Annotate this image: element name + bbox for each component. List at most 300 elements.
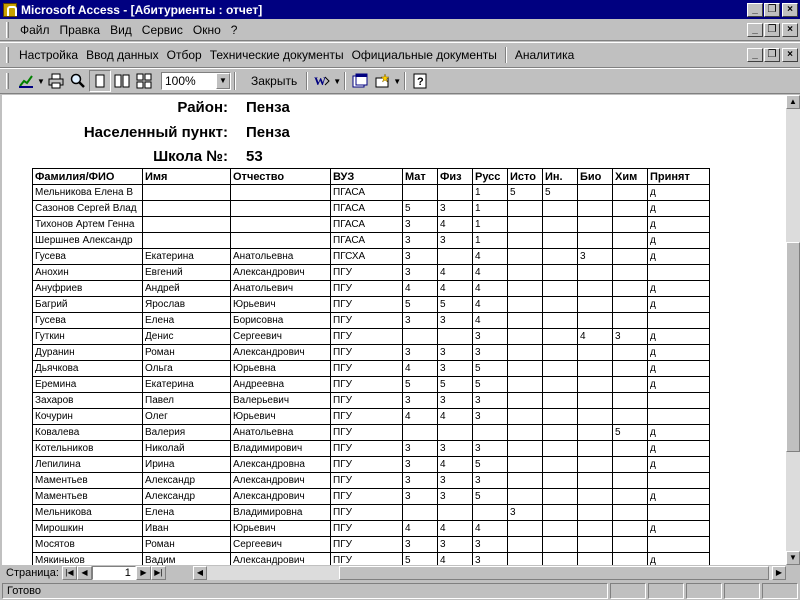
table-cell bbox=[543, 281, 578, 297]
table-cell: ПГУ bbox=[331, 473, 403, 489]
table-row bbox=[33, 457, 710, 473]
last-page-icon[interactable]: ▶| bbox=[151, 566, 166, 580]
table-cell: 3 bbox=[473, 409, 508, 425]
table-cell: 4 bbox=[438, 521, 473, 537]
table-cell bbox=[508, 473, 543, 489]
table-cell: д bbox=[648, 233, 710, 249]
first-page-icon[interactable]: |◀ bbox=[62, 566, 77, 580]
table-cell: 3 bbox=[473, 393, 508, 409]
table-cell: Мякиньков bbox=[33, 553, 143, 566]
table-cell bbox=[613, 249, 648, 265]
status-cell bbox=[686, 583, 722, 599]
table-cell bbox=[648, 505, 710, 521]
table-cell: ПГАСА bbox=[331, 233, 403, 249]
table-cell bbox=[578, 457, 613, 473]
table-cell: Александрович bbox=[231, 345, 331, 361]
table-cell: Александрович bbox=[231, 489, 331, 505]
table-cell bbox=[613, 473, 648, 489]
table-cell bbox=[508, 313, 543, 329]
table-cell bbox=[578, 553, 613, 566]
menu-view[interactable]: Вид bbox=[110, 22, 132, 37]
table-cell bbox=[613, 361, 648, 377]
table-cell: ПГУ bbox=[331, 505, 403, 521]
table-cell: д bbox=[648, 521, 710, 537]
table-cell bbox=[543, 265, 578, 281]
table-cell: 5 bbox=[543, 185, 578, 201]
table-cell: 1 bbox=[473, 217, 508, 233]
table-cell: 3 bbox=[438, 473, 473, 489]
table-cell: 5 bbox=[473, 489, 508, 505]
table-cell bbox=[613, 265, 648, 281]
close-preview-label: Закрыть bbox=[251, 74, 298, 88]
table-row bbox=[33, 441, 710, 457]
table-cell: Тихонов Артем Генна bbox=[33, 217, 143, 233]
column-header: Имя bbox=[143, 169, 231, 185]
toolbar-separator bbox=[404, 72, 406, 90]
table-cell bbox=[508, 377, 543, 393]
table-cell bbox=[578, 265, 613, 281]
table-cell bbox=[578, 233, 613, 249]
table-cell: 3 bbox=[403, 489, 438, 505]
table-cell: Александрович bbox=[231, 473, 331, 489]
table-cell: 5 bbox=[508, 185, 543, 201]
table-cell bbox=[613, 537, 648, 553]
database-window-icon[interactable] bbox=[349, 70, 371, 92]
town-label: Населенный пункт: bbox=[83, 124, 228, 141]
status-cell bbox=[724, 583, 760, 599]
table-cell bbox=[578, 313, 613, 329]
cmd-official-docs[interactable]: Официальные документы bbox=[351, 48, 497, 62]
table-cell bbox=[613, 377, 648, 393]
table-cell bbox=[438, 249, 473, 265]
table-cell: 3 bbox=[473, 345, 508, 361]
table-cell: Александрович bbox=[231, 265, 331, 281]
table-cell: Мирошкин bbox=[33, 521, 143, 537]
column-header: Отчество bbox=[231, 169, 331, 185]
table-cell: д bbox=[648, 185, 710, 201]
table-cell: ПГУ bbox=[331, 361, 403, 377]
table-cell bbox=[143, 233, 231, 249]
table-cell: ПГУ bbox=[331, 393, 403, 409]
table-cell bbox=[613, 281, 648, 297]
table-cell bbox=[543, 377, 578, 393]
table-cell: 5 bbox=[438, 297, 473, 313]
status-text: Готово bbox=[2, 583, 608, 599]
status-bar bbox=[0, 582, 800, 600]
table-cell: ПГУ bbox=[331, 457, 403, 473]
table-cell: Сергеевич bbox=[231, 329, 331, 345]
toolbar-separator bbox=[306, 72, 308, 90]
table-cell bbox=[508, 553, 543, 566]
table-cell bbox=[578, 489, 613, 505]
table-cell bbox=[543, 361, 578, 377]
table-row bbox=[33, 553, 710, 566]
title-bar bbox=[0, 0, 800, 19]
table-cell: 5 bbox=[473, 457, 508, 473]
cmd-tech-docs[interactable]: Технические документы bbox=[209, 48, 344, 62]
table-cell: Александрович bbox=[231, 553, 331, 566]
table-cell bbox=[508, 409, 543, 425]
table-cell: 5 bbox=[403, 553, 438, 566]
district-label: Район: bbox=[177, 99, 228, 116]
table-cell: д bbox=[648, 441, 710, 457]
table-cell bbox=[508, 521, 543, 537]
table-cell: 4 bbox=[473, 281, 508, 297]
new-object-icon[interactable] bbox=[371, 70, 393, 92]
table-cell bbox=[543, 345, 578, 361]
access-key-icon[interactable] bbox=[3, 3, 17, 17]
status-cell bbox=[762, 583, 798, 599]
table-cell: 4 bbox=[438, 553, 473, 566]
table-cell: Котельников bbox=[33, 441, 143, 457]
table-cell bbox=[578, 505, 613, 521]
table-cell bbox=[543, 313, 578, 329]
table-cell bbox=[578, 393, 613, 409]
table-cell: Гусева bbox=[33, 313, 143, 329]
school-label: Школа №: bbox=[153, 148, 228, 165]
table-cell: д bbox=[648, 361, 710, 377]
table-header-row bbox=[33, 169, 710, 185]
table-cell bbox=[578, 377, 613, 393]
table-cell: ПГУ bbox=[331, 281, 403, 297]
table-cell: ПГУ bbox=[331, 441, 403, 457]
page-label: Страница: bbox=[6, 567, 59, 579]
zoom-icon[interactable] bbox=[67, 70, 89, 92]
table-cell bbox=[508, 393, 543, 409]
table-cell bbox=[508, 441, 543, 457]
table-cell: 3 bbox=[438, 393, 473, 409]
multiple-pages-icon[interactable] bbox=[133, 70, 155, 92]
column-header: Физ bbox=[438, 169, 473, 185]
table-cell bbox=[543, 521, 578, 537]
table-cell bbox=[143, 201, 231, 217]
table-cell bbox=[508, 249, 543, 265]
table-cell: 3 bbox=[403, 345, 438, 361]
menu-edit[interactable]: Правка bbox=[59, 22, 101, 37]
doc-minimize-button[interactable]: _ bbox=[747, 23, 763, 37]
table-cell bbox=[543, 297, 578, 313]
table-cell: ПГУ bbox=[331, 313, 403, 329]
menubar-grip[interactable] bbox=[6, 22, 9, 38]
table-cell bbox=[578, 537, 613, 553]
page-number-field[interactable]: 1 bbox=[92, 566, 136, 580]
table-cell: Мельникова bbox=[33, 505, 143, 521]
scroll-left-icon[interactable]: ◀ bbox=[193, 566, 207, 580]
toolbar-grip[interactable] bbox=[6, 73, 9, 89]
window-title: Microsoft Access - [Абитуриенты : отчет] bbox=[21, 2, 263, 17]
table-cell: Евгений bbox=[143, 265, 231, 281]
table-cell: 4 bbox=[473, 249, 508, 265]
applicants-table bbox=[32, 168, 710, 565]
table-cell: Захаров bbox=[33, 393, 143, 409]
table-cell: Гуткин bbox=[33, 329, 143, 345]
table-cell: Анатольевич bbox=[231, 281, 331, 297]
table-cell: 3 bbox=[403, 473, 438, 489]
table-cell: 3 bbox=[508, 505, 543, 521]
table-cell bbox=[508, 217, 543, 233]
table-cell: д bbox=[648, 249, 710, 265]
table-cell bbox=[613, 409, 648, 425]
table-row bbox=[33, 521, 710, 537]
table-cell: 3 bbox=[403, 441, 438, 457]
table-cell: 3 bbox=[403, 393, 438, 409]
table-cell: ПГУ bbox=[331, 425, 403, 441]
table-cell bbox=[613, 441, 648, 457]
menu-help[interactable]: ? bbox=[230, 22, 238, 37]
doc-close-button[interactable]: × bbox=[782, 23, 798, 37]
table-cell bbox=[578, 473, 613, 489]
menu-window[interactable]: Окно bbox=[192, 22, 221, 37]
table-cell bbox=[648, 537, 710, 553]
table-cell: 3 bbox=[438, 313, 473, 329]
school-value: 53 bbox=[246, 148, 263, 165]
table-cell bbox=[613, 217, 648, 233]
view-dropdown-icon[interactable]: ▼ bbox=[37, 76, 45, 86]
table-cell: Денис bbox=[143, 329, 231, 345]
table-cell bbox=[578, 425, 613, 441]
table-cell bbox=[543, 553, 578, 566]
export-dropdown-icon[interactable]: ▼ bbox=[333, 76, 342, 86]
table-cell: 4 bbox=[438, 265, 473, 281]
table-row bbox=[33, 233, 710, 249]
table-cell bbox=[508, 361, 543, 377]
table-cell bbox=[648, 473, 710, 489]
table-row bbox=[33, 393, 710, 409]
table-row bbox=[33, 313, 710, 329]
cmd-settings[interactable]: Настройка bbox=[19, 48, 79, 62]
table-row bbox=[33, 377, 710, 393]
table-cell: д bbox=[648, 201, 710, 217]
table-cell bbox=[613, 297, 648, 313]
table-cell: Елена bbox=[143, 313, 231, 329]
table-row bbox=[33, 361, 710, 377]
table-cell: Ольга bbox=[143, 361, 231, 377]
one-page-icon[interactable] bbox=[89, 70, 111, 92]
column-header: Хим bbox=[613, 169, 648, 185]
vertical-scrollbar[interactable] bbox=[786, 95, 800, 565]
status-cell bbox=[648, 583, 684, 599]
table-cell bbox=[578, 281, 613, 297]
form-restore-button[interactable]: ❐ bbox=[764, 48, 780, 62]
table-cell: 4 bbox=[438, 217, 473, 233]
word-export-icon[interactable] bbox=[311, 70, 333, 92]
table-cell bbox=[508, 537, 543, 553]
toolbar-separator bbox=[344, 72, 346, 90]
table-cell: Александровна bbox=[231, 457, 331, 473]
close-window-button[interactable]: × bbox=[782, 3, 798, 17]
table-cell: д bbox=[648, 281, 710, 297]
table-cell: 3 bbox=[473, 537, 508, 553]
table-cell: 3 bbox=[403, 233, 438, 249]
table-cell: ПГУ bbox=[331, 297, 403, 313]
cmd-analytics[interactable]: Аналитика bbox=[514, 48, 575, 62]
table-row bbox=[33, 265, 710, 281]
table-cell: д bbox=[648, 489, 710, 505]
table-cell bbox=[438, 505, 473, 521]
table-cell bbox=[613, 553, 648, 566]
table-cell bbox=[508, 281, 543, 297]
table-cell bbox=[231, 217, 331, 233]
table-cell bbox=[543, 505, 578, 521]
close-preview-button[interactable] bbox=[245, 74, 303, 88]
table-cell bbox=[578, 185, 613, 201]
table-cell: 4 bbox=[403, 281, 438, 297]
table-cell bbox=[543, 393, 578, 409]
table-cell: 3 bbox=[438, 201, 473, 217]
table-cell: 3 bbox=[438, 361, 473, 377]
two-pages-icon[interactable] bbox=[111, 70, 133, 92]
column-header: Мат bbox=[403, 169, 438, 185]
table-cell bbox=[508, 329, 543, 345]
table-row bbox=[33, 489, 710, 505]
restore-button[interactable]: ❐ bbox=[764, 3, 780, 17]
table-cell: 4 bbox=[473, 265, 508, 281]
table-cell: ПГАСА bbox=[331, 201, 403, 217]
table-cell: Роман bbox=[143, 537, 231, 553]
table-cell bbox=[648, 313, 710, 329]
table-cell bbox=[613, 185, 648, 201]
table-cell bbox=[143, 217, 231, 233]
minimize-button[interactable]: _ bbox=[747, 3, 763, 17]
horizontal-scroll-thumb[interactable] bbox=[339, 566, 769, 580]
table-cell: Анохин bbox=[33, 265, 143, 281]
table-cell: Олег bbox=[143, 409, 231, 425]
table-row bbox=[33, 505, 710, 521]
table-cell: 4 bbox=[473, 313, 508, 329]
custombar-grip[interactable] bbox=[6, 47, 9, 63]
table-cell: 4 bbox=[438, 281, 473, 297]
table-cell: 5 bbox=[403, 297, 438, 313]
scroll-up-icon[interactable]: ▲ bbox=[786, 95, 800, 109]
table-cell: ПГУ bbox=[331, 537, 403, 553]
table-cell: 4 bbox=[578, 329, 613, 345]
table-cell: Павел bbox=[143, 393, 231, 409]
table-cell bbox=[578, 409, 613, 425]
print-icon[interactable] bbox=[45, 70, 67, 92]
table-cell: 4 bbox=[438, 409, 473, 425]
table-cell: Екатерина bbox=[143, 249, 231, 265]
table-cell bbox=[473, 505, 508, 521]
table-cell: Гусева bbox=[33, 249, 143, 265]
table-cell bbox=[543, 329, 578, 345]
column-header: Био bbox=[578, 169, 613, 185]
table-cell: 3 bbox=[403, 313, 438, 329]
table-cell: Ануфриев bbox=[33, 281, 143, 297]
table-cell: д bbox=[648, 217, 710, 233]
table-cell: д bbox=[648, 329, 710, 345]
table-cell: ПГУ bbox=[331, 553, 403, 566]
table-cell bbox=[438, 185, 473, 201]
table-row bbox=[33, 409, 710, 425]
zoom-dropdown-icon[interactable]: ▼ bbox=[216, 73, 230, 89]
table-cell: 3 bbox=[403, 217, 438, 233]
table-cell: ПГУ bbox=[331, 377, 403, 393]
table-cell bbox=[231, 185, 331, 201]
menu-tools[interactable]: Сервис bbox=[141, 22, 183, 37]
table-cell bbox=[648, 409, 710, 425]
column-header: Принят bbox=[648, 169, 710, 185]
table-cell: 3 bbox=[403, 457, 438, 473]
vertical-scroll-thumb[interactable] bbox=[786, 242, 800, 452]
view-icon[interactable] bbox=[15, 70, 37, 92]
table-cell: Андрей bbox=[143, 281, 231, 297]
table-cell bbox=[543, 201, 578, 217]
table-cell: 3 bbox=[613, 329, 648, 345]
table-cell bbox=[578, 361, 613, 377]
zoom-combobox[interactable] bbox=[161, 72, 231, 90]
table-cell bbox=[543, 441, 578, 457]
table-row bbox=[33, 297, 710, 313]
table-cell: 4 bbox=[473, 297, 508, 313]
table-cell bbox=[508, 345, 543, 361]
table-cell bbox=[508, 457, 543, 473]
cmd-filter[interactable]: Отбор bbox=[166, 48, 202, 62]
menu-file[interactable]: Файл bbox=[20, 22, 50, 37]
table-cell: Дьячкова bbox=[33, 361, 143, 377]
table-row bbox=[33, 185, 710, 201]
table-row bbox=[33, 329, 710, 345]
table-cell: ПГАСА bbox=[331, 217, 403, 233]
page-navigation-bar bbox=[0, 565, 800, 581]
help-icon[interactable] bbox=[409, 70, 431, 92]
horizontal-scrollbar[interactable] bbox=[193, 566, 786, 580]
table-cell: Владимирович bbox=[231, 441, 331, 457]
table-cell: 3 bbox=[403, 265, 438, 281]
table-row bbox=[33, 281, 710, 297]
column-header: Русс bbox=[473, 169, 508, 185]
table-cell: 4 bbox=[403, 521, 438, 537]
table-cell: 5 bbox=[403, 201, 438, 217]
table-row bbox=[33, 425, 710, 441]
table-cell: 3 bbox=[473, 329, 508, 345]
table-cell: Кочурин bbox=[33, 409, 143, 425]
column-header: Ин. bbox=[543, 169, 578, 185]
table-cell: 3 bbox=[438, 489, 473, 505]
table-cell: Валерия bbox=[143, 425, 231, 441]
prev-page-icon[interactable]: ◀ bbox=[77, 566, 92, 580]
table-cell: Андреевна bbox=[231, 377, 331, 393]
table-cell: Сергеевич bbox=[231, 537, 331, 553]
form-close-button[interactable]: × bbox=[782, 48, 798, 62]
table-cell bbox=[613, 233, 648, 249]
table-cell bbox=[508, 489, 543, 505]
next-page-icon[interactable]: ▶ bbox=[136, 566, 151, 580]
doc-restore-button[interactable]: ❐ bbox=[764, 23, 780, 37]
table-cell: Екатерина bbox=[143, 377, 231, 393]
table-cell bbox=[648, 265, 710, 281]
column-header: ВУЗ bbox=[331, 169, 403, 185]
table-cell: 4 bbox=[403, 361, 438, 377]
table-cell bbox=[613, 457, 648, 473]
table-cell: 1 bbox=[473, 201, 508, 217]
menu-bar bbox=[0, 19, 800, 41]
column-header: Исто bbox=[508, 169, 543, 185]
cmd-data-entry[interactable]: Ввод данных bbox=[86, 48, 159, 62]
table-cell: 1 bbox=[473, 185, 508, 201]
scroll-right-icon[interactable]: ▶ bbox=[772, 566, 786, 580]
scroll-down-icon[interactable]: ▼ bbox=[786, 551, 800, 565]
form-minimize-button[interactable]: _ bbox=[747, 48, 763, 62]
table-cell bbox=[231, 201, 331, 217]
new-object-dropdown-icon[interactable]: ▼ bbox=[393, 76, 402, 86]
table-cell: 5 bbox=[403, 377, 438, 393]
town-value: Пенза bbox=[246, 124, 290, 141]
table-cell bbox=[613, 521, 648, 537]
table-cell bbox=[543, 489, 578, 505]
table-row bbox=[33, 201, 710, 217]
table-cell: Шершнев Александр bbox=[33, 233, 143, 249]
table-cell: 3 bbox=[473, 553, 508, 566]
